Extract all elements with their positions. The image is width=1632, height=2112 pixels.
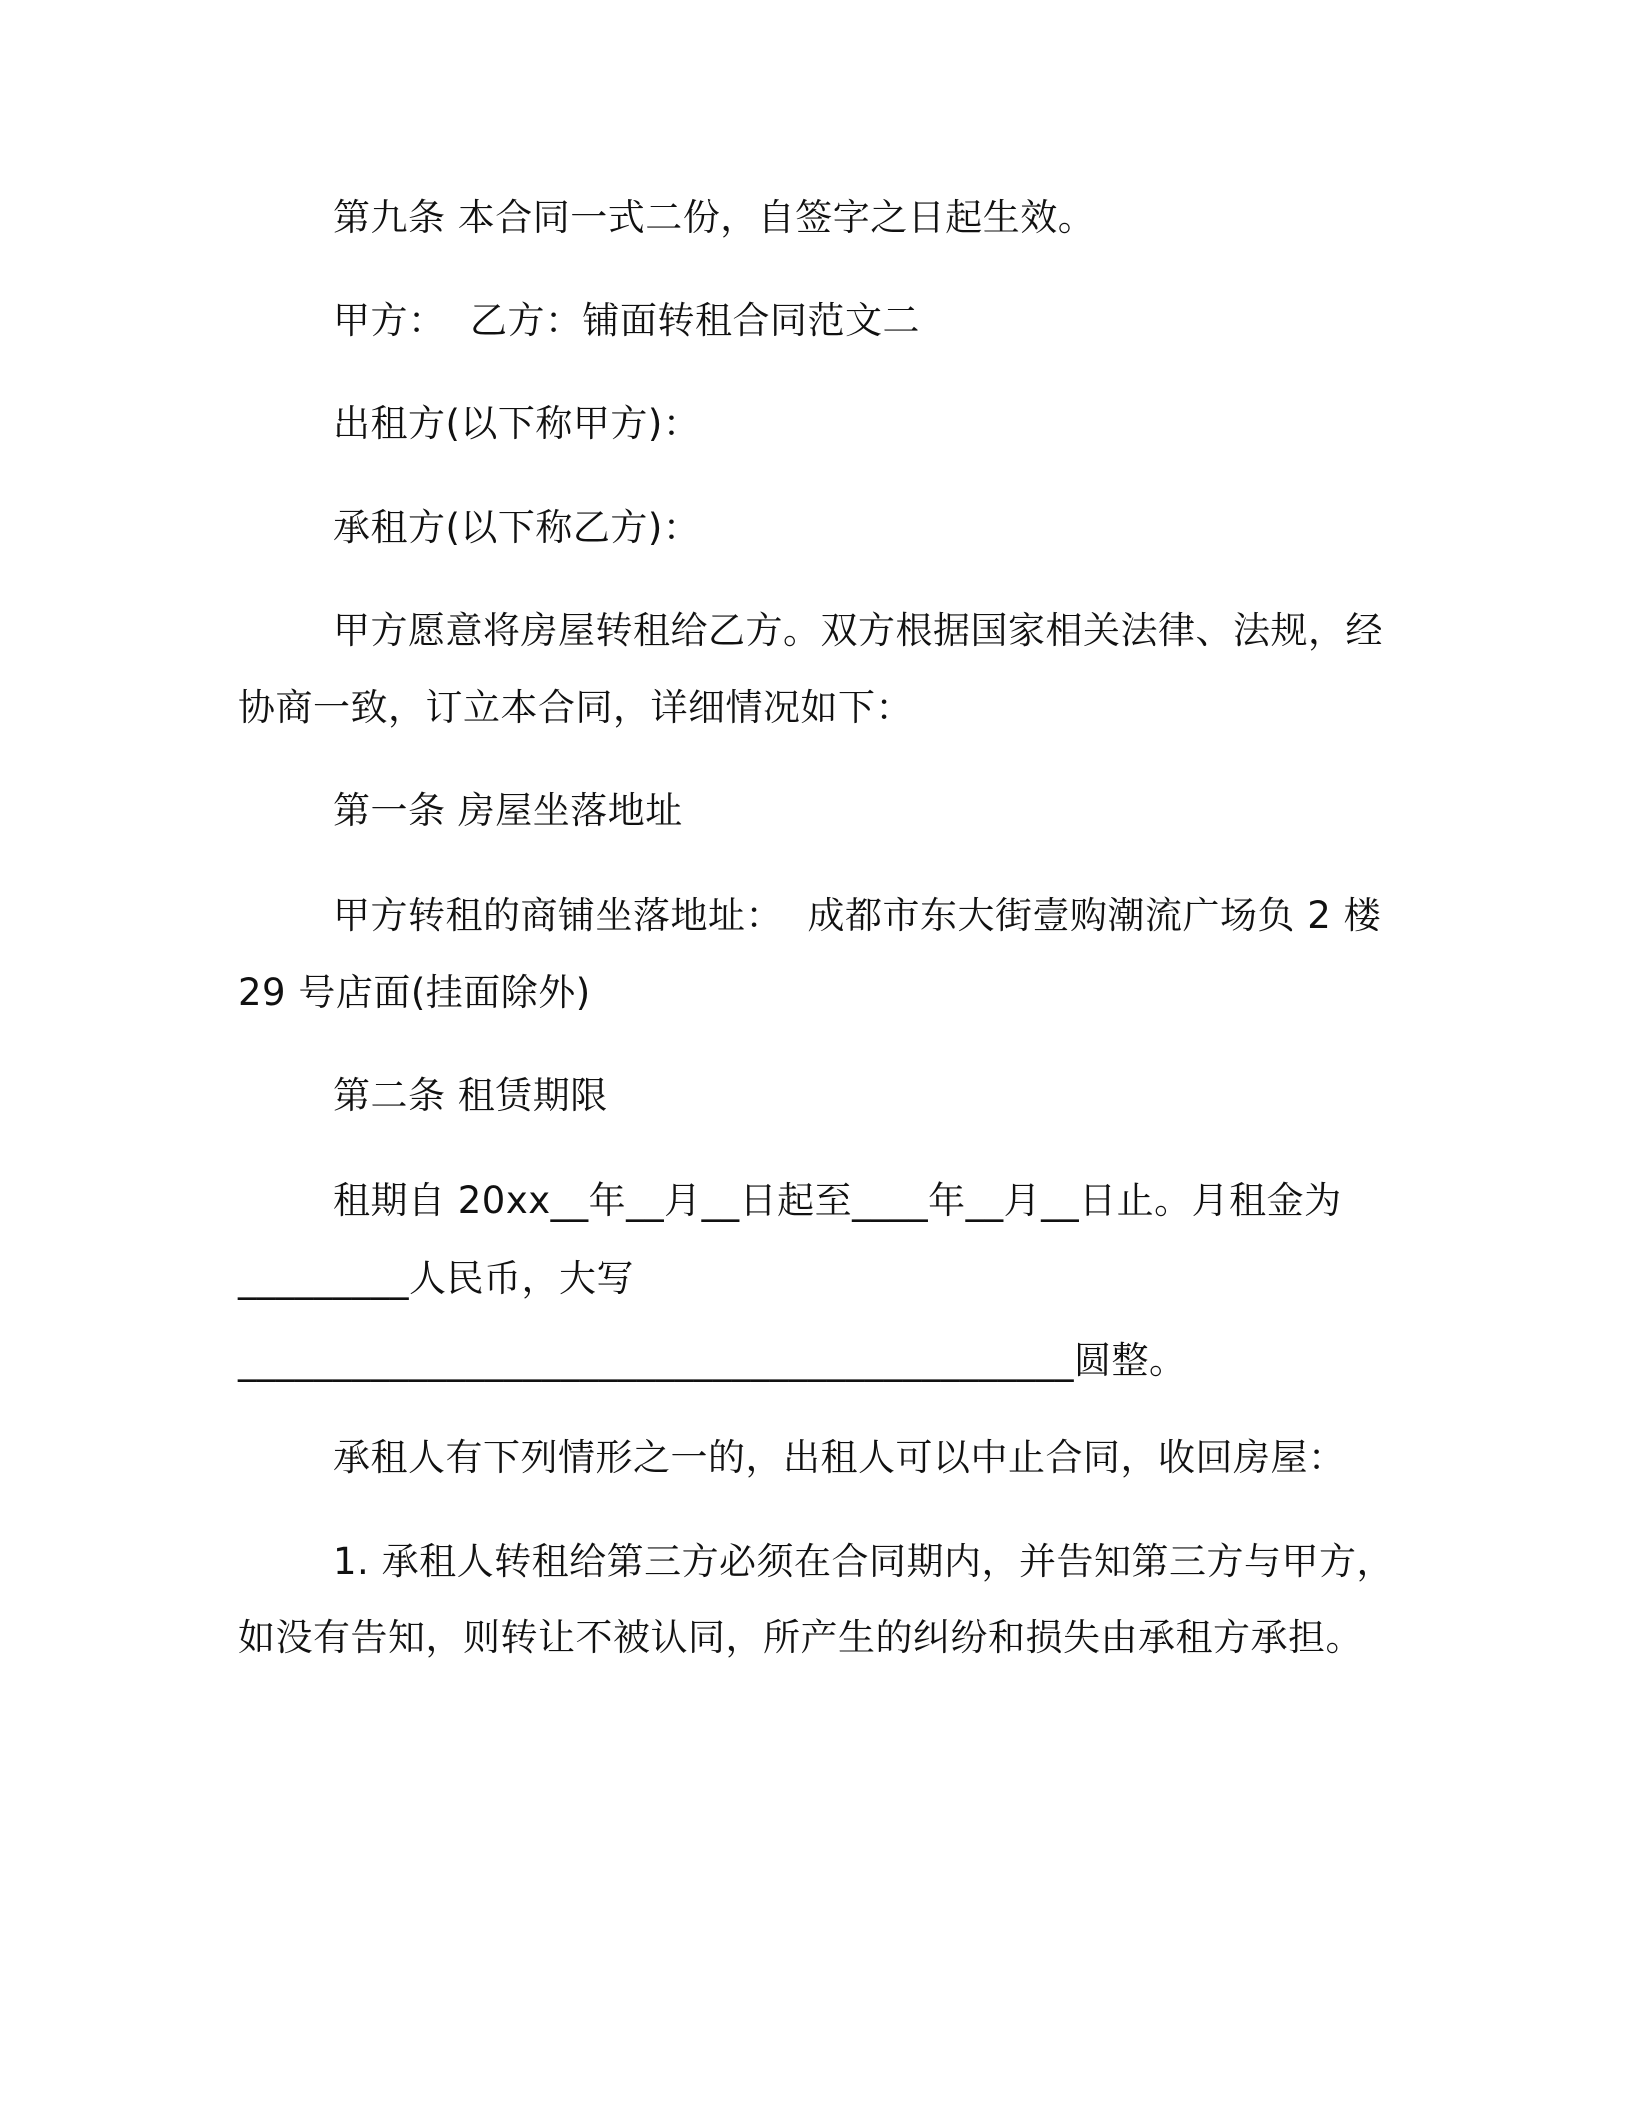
article-two-heading: 第二条 租赁期限 [333, 1074, 608, 1117]
lessee-line: 承租方(以下称乙方)： [333, 506, 701, 549]
clause-one-line-1: 1. 承租人转租给第三方必须在合同期内，并告知第三方与甲方， [333, 1540, 1395, 1583]
preamble-line-1: 甲方愿意将房屋转租给乙方。双方根据国家相关法律、法规，经 [333, 609, 1383, 652]
article-one-heading: 第一条 房屋坐落地址 [333, 789, 683, 832]
lease-term-line-2: _________人民币，大写 [238, 1257, 634, 1300]
lease-term-line-1: 租期自 20xx__年__月__日起至____年__月__日止。月租金为 [333, 1179, 1342, 1222]
party-signature-line: 甲方： 乙方：铺面转租合同范文二 [333, 299, 921, 342]
termination-intro-line: 承租人有下列情形之一的，出租人可以中止合同，收回房屋： [333, 1436, 1346, 1479]
clause-one-line-2: 如没有告知，则转让不被认同，所产生的纠纷和损失由承租方承担。 [238, 1616, 1363, 1659]
lessor-line: 出租方(以下称甲方)： [333, 402, 701, 445]
preamble-line-2: 协商一致，订立本合同，详细情况如下： [238, 686, 913, 729]
lease-term-line-3: ____________________________________________圆整。 [238, 1339, 1187, 1382]
article-nine-line: 第九条 本合同一式二份，自签字之日起生效。 [333, 196, 1096, 239]
address-line-2: 29 号店面(挂面除外) [238, 971, 591, 1014]
address-line-1: 甲方转租的商铺坐落地址： 成都市东大街壹购潮流广场负 2 楼 [333, 894, 1382, 937]
